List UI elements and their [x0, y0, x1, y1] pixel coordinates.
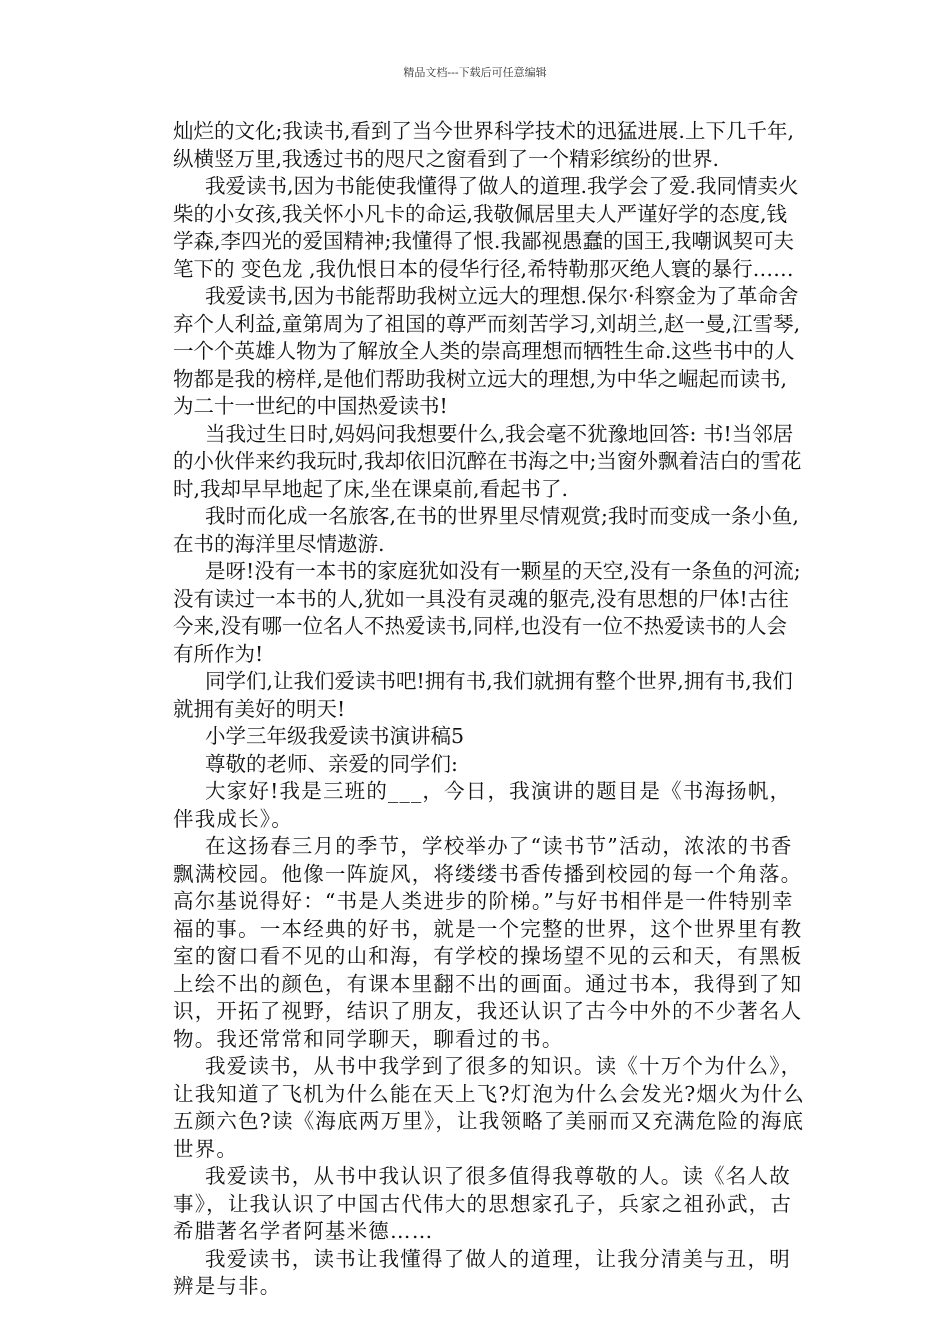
salutation: 尊敬的老师、亲爱的同学们:: [205, 751, 458, 776]
page-header: 精品文档---下载后可任意编辑: [403, 66, 547, 79]
paragraph: 同学们,让我们爱读书吧!拥有书,我们就拥有整个世界,拥有书,我们就拥有美好的明天!: [173, 669, 793, 721]
paragraph: 灿烂的文化;我读书,看到了当今世界科学技术的迅猛进展.上下几千年,纵横竖万里,我透过书的咫尺之窗看到了一个精彩缤纷的世界.: [173, 119, 794, 171]
paragraph: 我爱读书，从书中我学到了很多的知识。读《十万个为什么》，让我知道了飞机为什么能在天上飞?灯泡为什么会发光?烟火为什么五颜六色?读《海底两万里》，让我领略了美丽而又充满危险的海底世界。: [173, 1054, 805, 1161]
paragraph: 是呀!没有一本书的家庭犹如没有一颗星的天空,没有一条鱼的河流;没有读过一本书的人,犹如一具没有灵魂的躯壳,没有思想的尸体!古往今来,没有哪一位名人不热爱读书,同样,也没有一位不热爱读书的人会有所作为!: [173, 559, 801, 666]
document-body: [173, 118, 805, 1301]
paragraph: 我爱读书,因为书能使我懂得了做人的道理.我学会了爱.我同情卖火柴的小女孩,我关怀小凡卡的命运,我敬佩居里夫人严谨好学的态度,钱学森,李四光的爱国精神;我懂得了恨.我鄙视愚蠢的国王,我嘲讽契可夫笔下的 变色龙 ,我仇恨日本的侵华行径,希特勒那灭绝人寰的暴行……: [173, 174, 799, 281]
paragraph: 我时而化成一名旅客,在书的世界里尽情观赏;我时而变成一条小鱼,在书的海洋里尽情遨游.: [173, 504, 799, 556]
paragraph: 我爱读书，读书让我懂得了做人的道理，让我分清美与丑，明辨是与非。: [173, 1246, 791, 1298]
paragraph: 我爱读书,因为书能帮助我树立远大的理想.保尔·科察金为了革命舍弃个人利益,童第周为了祖国的尊严而刻苦学习,刘胡兰,赵一曼,江雪琴,一个个英雄人物为了解放全人类的崇高理想而牺牲生命.这些书中的人物都是我的榜样,是他们帮助我树立远大的理想,为中华之崛起而读书,为二十一世纪的中国热爱读书!: [173, 284, 801, 418]
paragraph: 大家好!我是三班的___，今日，我演讲的题目是《书海扬帆，伴我成长》。: [173, 779, 792, 831]
section-title: 小学三年级我爱读书演讲稿5: [205, 724, 465, 748]
paragraph: 我爱读书，从书中我认识了很多值得我尊敬的人。读《名人故事》，让我认识了中国古代伟大的思想家孔子，兵家之祖孙武，古希腊著名学者阿基米德……: [173, 1164, 793, 1243]
paragraph: 当我过生日时,妈妈问我想要什么,我会毫不犹豫地回答: 书!当邻居的小伙伴来约我玩时,我却依旧沉醉在书海之中;当窗外飘着洁白的雪花时,我却早早地起了床,坐在课桌前,看起书了.: [173, 421, 802, 501]
paragraph: 在这扬春三月的季节，学校举办了“读书节”活动，浓浓的书香飘满校园。他像一阵旋风，将缕缕书香传播到校园的每一个角落。高尔基说得好：“书是人类进步的阶梯。”与好书相伴是一件特别幸福的事。一本经典的好书，就是一个完整的世界，这个世界里有教室的窗口看不见的山和海，有学校的操场望不见的云和天，有黑板上绘不出的颜色，有课本里翻不出的画面。通过书本，我得到了知识，开拓了视野，结识了朋友，我还认识了古今中外的不少著名人物。我还常常和同学聊天，聊看过的书。: [173, 834, 803, 1051]
